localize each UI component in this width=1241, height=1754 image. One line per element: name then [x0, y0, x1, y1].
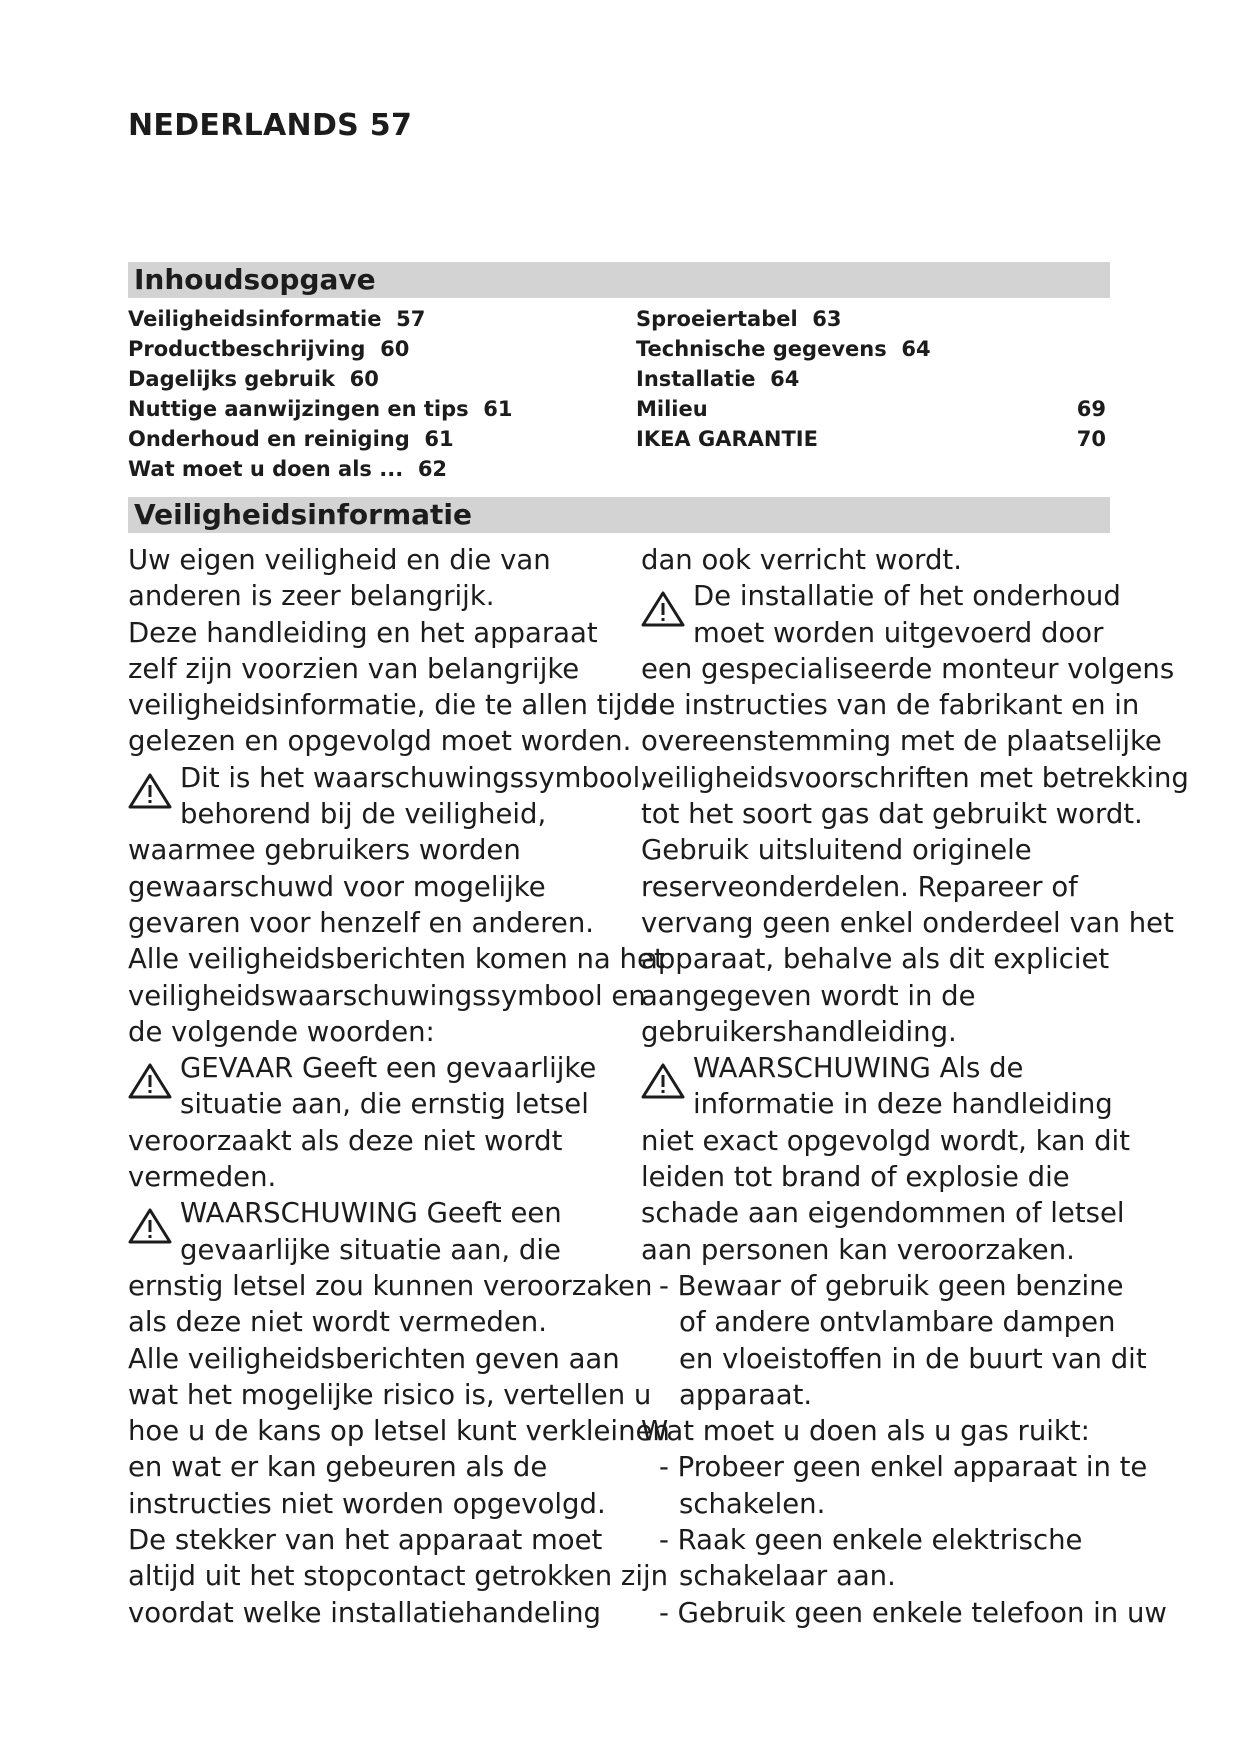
body-line: Alle veiligheidsberichten geven aan [128, 1342, 620, 1375]
toc-entry[interactable]: Sproeiertabel 63 [636, 307, 842, 331]
body-line: waarmee gebruikers worden [128, 834, 521, 867]
body-line: gewaarschuwd voor mogelijke [128, 870, 546, 903]
toc-entry[interactable]: Productbeschrijving 60 [128, 337, 410, 361]
body-line: Gebruik uitsluitend originele [641, 834, 1032, 867]
body-line: zelf zijn voorzien van belangrijke [128, 652, 580, 685]
body-line: instructies niet worden opgevolgd. [128, 1487, 606, 1520]
body-line: moet worden uitgevoerd door [693, 616, 1104, 649]
body-line: schade aan eigendommen of letsel [641, 1197, 1125, 1230]
warning-triangle-icon [128, 1207, 172, 1243]
body-line: gevaren voor henzelf en anderen. [128, 906, 594, 939]
toc-entry[interactable]: Wat moet u doen als ... 62 [128, 457, 448, 481]
toc-entry[interactable]: Veiligheidsinformatie 57 [128, 307, 426, 331]
body-line: vervang geen enkel onderdeel van het [641, 906, 1174, 939]
body-line: De stekker van het apparaat moet [128, 1524, 603, 1557]
body-line: niet exact opgevolgd wordt, kan dit [641, 1124, 1130, 1157]
bullet-line: - Probeer geen enkel apparaat in te [659, 1451, 1148, 1484]
bullet-continuation: of andere ontvlambare dampen [679, 1306, 1116, 1339]
body-line: Wat moet u doen als u gas ruikt: [641, 1415, 1090, 1448]
body-line: Alle veiligheidsberichten komen na het [128, 943, 665, 976]
toc-entry[interactable]: Dagelijks gebruik 60 [128, 367, 379, 391]
warning-triangle-icon [641, 1062, 685, 1098]
body-line: gevaarlijke situatie aan, die [180, 1233, 561, 1266]
body-line: gebruikershandleiding. [641, 1015, 957, 1048]
warning-line: GEVAAR Geeft een gevaarlijke [128, 1050, 638, 1086]
bullet-line: - Raak geen enkele elektrische [659, 1524, 1083, 1557]
body-line: reserveonderdelen. Repareer of [641, 870, 1078, 903]
body-line: Deze handleiding en het apparaat [128, 616, 598, 649]
body-line: een gespecialiseerde monteur volgens [641, 652, 1175, 685]
body-line: situatie aan, die ernstig letsel [180, 1088, 589, 1121]
body-line: en wat er kan gebeuren als de [128, 1451, 548, 1484]
body-line: veroorzaakt als deze niet wordt [128, 1124, 563, 1157]
body-line: wat het mogelijke risico is, vertellen u [128, 1378, 652, 1411]
bullet-continuation: schakelen. [679, 1487, 826, 1520]
bullet-continuation: apparaat. [679, 1378, 813, 1411]
body-line: dan ook verricht wordt. [641, 544, 962, 576]
toc-entry[interactable]: IKEA GARANTIE 70 [636, 427, 1106, 451]
warning-triangle-icon [128, 772, 172, 808]
page-header [128, 108, 412, 143]
body-line: anderen is zeer belangrijk. [128, 580, 495, 613]
bullet-continuation: schakelaar aan. [679, 1560, 896, 1593]
toc-right-column [636, 304, 1106, 454]
section-body-left [128, 542, 670, 1631]
body-line: aangegeven wordt in de [641, 979, 976, 1012]
body-line: behorend bij de veiligheid, [180, 798, 547, 831]
warning-line: WAARSCHUWING Als de [641, 1050, 1151, 1086]
warning-line: WAARSCHUWING Geeft een [128, 1195, 638, 1231]
section-title: Veiligheidsinformatie [128, 497, 1110, 533]
body-line: ernstig letsel zou kunnen veroorzaken [128, 1269, 653, 1302]
body-line: veiligheidsinformatie, die te allen tijde [128, 689, 658, 722]
toc-left-column [128, 304, 598, 484]
body-line: vermeden. [128, 1161, 277, 1194]
warning-line: Dit is het waarschuwingssymbool, [128, 760, 638, 796]
body-line: veiligheidsvoorschriften met betrekking [641, 761, 1189, 794]
body-line: leiden tot brand of explosie die [641, 1161, 1070, 1194]
body-line: tot het soort gas dat gebruikt wordt. [641, 798, 1143, 831]
warning-triangle-icon [641, 590, 685, 626]
warning-triangle-icon [128, 1062, 172, 1098]
body-line: veiligheidswaarschuwingssymbool en [128, 979, 646, 1012]
toc-entry[interactable]: Installatie 64 [636, 367, 800, 391]
body-line: hoe u de kans op letsel kunt verkleinen [128, 1415, 670, 1448]
body-line: aan personen kan veroorzaken. [641, 1233, 1075, 1266]
toc-title: Inhoudsopgave [128, 262, 1110, 298]
body-line: informatie in deze handleiding [693, 1088, 1113, 1121]
bullet-continuation: en vloeistoffen in de buurt van dit [679, 1342, 1147, 1375]
body-line: Uw eigen veiligheid en die van [128, 544, 551, 576]
body-line: als deze niet wordt vermeden. [128, 1306, 547, 1339]
section-body-right [641, 542, 1189, 1631]
body-line: voordat welke installatiehandeling [128, 1596, 601, 1629]
body-line: de volgende woorden: [128, 1015, 435, 1048]
body-line: overeenstemming met de plaatselijke [641, 725, 1162, 758]
body-line: gelezen en opgevolgd moet worden. [128, 725, 632, 758]
toc-entry[interactable]: Onderhoud en reiniging 61 [128, 427, 454, 451]
header-language: NEDERLANDS [128, 108, 360, 143]
warning-line: De installatie of het onderhoud [641, 578, 1151, 614]
toc-entry[interactable]: Nuttige aanwijzingen en tips 61 [128, 397, 513, 421]
body-line: altijd uit het stopcontact getrokken zijn [128, 1560, 669, 1593]
toc-entry[interactable]: Technische gegevens 64 [636, 337, 931, 361]
header-page-number: 57 [369, 108, 413, 143]
bullet-line: - Bewaar of gebruik geen benzine [659, 1269, 1124, 1302]
body-line: apparaat, behalve als dit expliciet [641, 943, 1110, 976]
bullet-line: - Gebruik geen enkele telefoon in uw [659, 1596, 1167, 1629]
body-line: de instructies van de fabrikant en in [641, 689, 1140, 722]
toc-entry[interactable]: Milieu 69 [636, 397, 1106, 421]
